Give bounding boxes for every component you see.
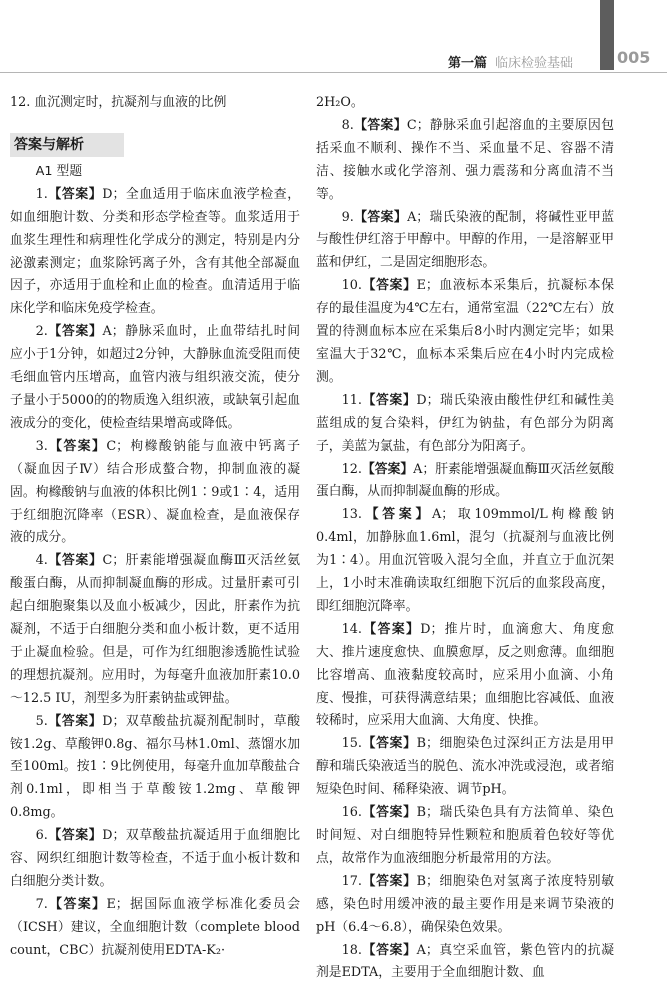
answer-14: 14.【答案】D；推片时，血滴愈大、角度愈大、推片速度愈快、血膜愈厚，反之则愈薄。血细胞比容增高、血液黏度较高时，应采用小血滴、小角度、慢推，可获得满意结果；血细胞比容减低、血液较稀时，应采用大血滴、大角度、快推。 bbox=[316, 621, 615, 729]
answer-10: 10.【答案】E；血液标本采集后，抗凝标本保存的最佳温度为4℃左右，通常室温（22℃左右）放置的待测血标本应在采集后8小时内测定完毕；如果室温大于32℃，血标本采集后应在4小时内完成检测。 bbox=[316, 278, 615, 385]
page-edge-tab bbox=[600, 0, 614, 70]
answer-3: 3.【答案】C；枸橼酸钠能与血液中钙离子（凝血因子Ⅳ）结合形成螯合物，抑制血液的凝固。枸橼酸钠与血液的体积比例1∶9或1∶4，适用于红细胞沉降率（ESR）、凝血检查，是血液保存液的成分。 bbox=[10, 438, 301, 546]
answer-17: 17.【答案】B；细胞染色对氢离子浓度特别敏感，染色时用缓冲液的最主要作用是来调节染液的pH（6.4～6.8），确保染色效果。 bbox=[316, 873, 615, 935]
answer-5: 5.【答案】D；双草酸盐抗凝剂配制时，草酸铵1.2g、草酸钾0.8g、福尔马林1.0ml、蒸馏水加至100ml。按1∶9比例使用，每毫升血加草酸盐合剂0.1ml，即相当于草酸铵1.2mg、草酸钾0.8mg。 bbox=[10, 713, 300, 821]
right-column bbox=[316, 92, 614, 985]
running-header bbox=[448, 52, 573, 71]
header-part: 第一篇 bbox=[448, 56, 488, 71]
section-title: 答案与解析 bbox=[10, 133, 124, 157]
answer-15: 15.【答案】B；细胞染色过深纠正方法是用甲醇和瑞氏染液适当的脱色、流水冲洗或浸泡，或者缩短染色时间、稀释染液、调节pH。 bbox=[316, 736, 615, 798]
answer-9: 9.【答案】A；瑞氏染液的配制，将碱性亚甲蓝与酸性伊红溶于甲醇中。甲醇的作用，一是溶解亚甲蓝和伊红，二是固定细胞形态。 bbox=[316, 209, 615, 271]
answer-18: 18.【答案】A；真空采血管，紫色管内的抗凝剂是EDTA，主要用于全血细胞计数、血 bbox=[316, 942, 615, 981]
header-rule bbox=[0, 72, 667, 73]
left-column bbox=[10, 92, 300, 963]
answer-7: 7.【答案】E；据国际血液学标准化委员会（ICSH）建议，全血细胞计数（complete blood count，CBC）抗凝剂使用EDTA-K₂· bbox=[10, 896, 301, 958]
answer-2: 2.【答案】A；静脉采血时，止血带结扎时间应小于1分钟，如超过2分钟，大静脉血流受阻而使毛细血管内压增高，血管内液与组织液交流，使分子量小于5000的的物质逸入组织液，或缺氧引起血液成分的变化，使检查结果增高或降低。 bbox=[10, 324, 300, 431]
answer-7-continuation: 2H₂O。 bbox=[316, 95, 364, 110]
answer-8: 8.【答案】C；静脉采血引起溶血的主要原因包括采血不顺利、操作不当、采血量不足、容器不清洁、接触水或化学溶剂、强力震荡和分离血清不当等。 bbox=[316, 117, 615, 202]
answer-6: 6.【答案】D；双草酸盐抗凝适用于血细胞比容、网织红细胞计数等检查，不适于血小板计数和白细胞分类计数。 bbox=[10, 828, 300, 889]
page-number: 005 bbox=[617, 48, 651, 67]
header-subject: 临床检验基础 bbox=[495, 56, 574, 71]
question-12: 12. 血沉测定时，抗凝剂与血液的比例 bbox=[10, 95, 227, 110]
answer-4: 4.【答案】C；肝素能增强凝血酶Ⅲ灭活丝氨酸蛋白酶，从而抑制凝血酶的形成。过量肝素可引起白细胞聚集以及血小板减少，因此，肝素作为抗凝剂，不适于白细胞分类和血小板计数，更不适用于止凝血检验。但是，可作为红细胞渗透脆性试验的理想抗凝剂。应用时，为每毫升血液加肝素10.0～12.5 IU，剂型多为肝素钠盐或钾盐。 bbox=[10, 553, 301, 706]
answer-11: 11.【答案】D；瑞氏染液由酸性伊红和碱性美蓝组成的复合染料，伊红为钠盐，有色部分为阴离子，美蓝为氯盐，有色部分为阳离子。 bbox=[316, 392, 615, 454]
answer-16: 16.【答案】B；瑞氏染色具有方法简单、染色时间短、对白细胞特异性颗粒和胞质着色较好等优点，故常作为血液细胞分析最常用的方法。 bbox=[316, 805, 615, 866]
subhead-a1: A1 型题 bbox=[35, 163, 83, 179]
answer-12: 12.【答案】A；肝素能增强凝血酶Ⅲ灭活丝氨酸蛋白酶，从而抑制凝血酶的形成。 bbox=[316, 461, 614, 500]
answer-13: 13.【答案】A；取109mmol/L枸橼酸钠0.4ml，加静脉血1.6ml，混匀（抗凝剂与血液比例为1∶4）。用血沉管吸入混匀全血，并直立于血沉架上，1小时末准确读取红细胞下沉后的血浆段高度，即红细胞沉降率。 bbox=[316, 507, 615, 614]
answer-1: 1.【答案】D；全血适用于临床血液学检查，如血细胞计数、分类和形态学检查等。血浆适用于血浆生理性和病理性化学成分的测定，特别是内分泌激素测定；血浆除钙离子外，含有其他全部凝血因子，亦适用于血栓和止血的检查。血清适用于临床化学和临床免疫学检查。 bbox=[10, 186, 300, 317]
